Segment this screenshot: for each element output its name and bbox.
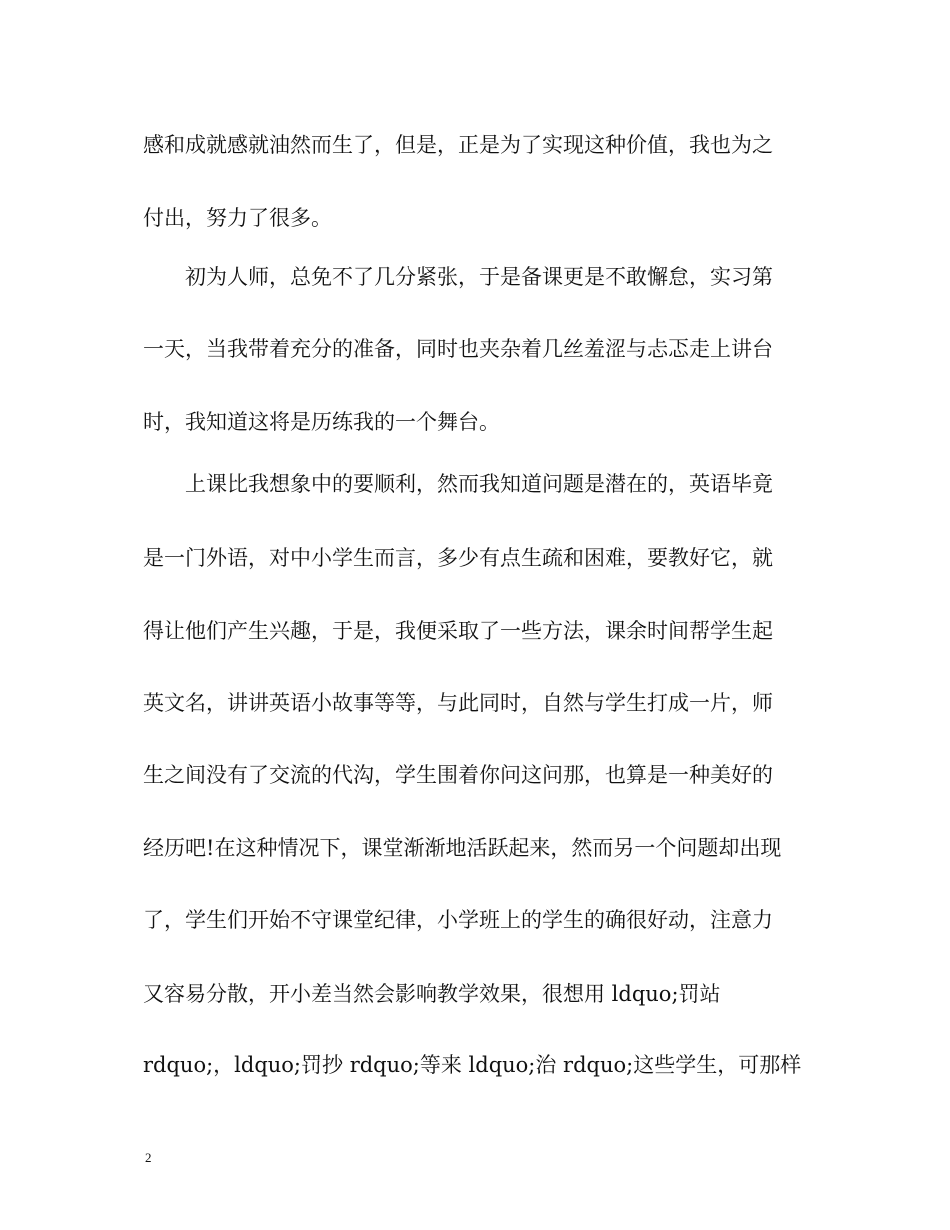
text-line: 英文名，讲讲英语小故事等等，与此同时，自然与学生打成一片，师 [143, 691, 773, 715]
text-line: 生之间没有了交流的代沟，学生围着你问这问那，也算是一种美好的 [143, 763, 773, 787]
text-line: 上课比我想象中的要顺利，然而我知道问题是潜在的，英语毕竟 [143, 472, 773, 496]
text-line: 一天，当我带着充分的准备，同时也夹杂着几丝羞涩与忐忑走上讲台 [143, 337, 773, 361]
text-line: 付出，努力了很多。 [143, 206, 332, 230]
text-line: 经历吧!在这种情况下，课堂渐渐地活跃起来，然而另一个问题却出现 [143, 836, 782, 860]
text-line: 时，我知道这将是历练我的一个舞台。 [143, 410, 500, 434]
text-line: 了，学生们开始不守课堂纪律，小学班上的学生的确很好动，注意力 [143, 908, 773, 932]
text-line: 是一门外语，对中小学生而言，多少有点生疏和困难，要教好它，就 [143, 546, 773, 570]
page-number: 2 [145, 1150, 152, 1165]
text-line: rdquo;，ldquo;罚抄 rdquo;等来 ldquo;治 rdquo;这些学生，可那样 [143, 1053, 802, 1077]
text-line: 初为人师，总免不了几分紧张，于是备课更是不敢懈怠，实习第 [143, 265, 773, 289]
text-line: 感和成就感就油然而生了，但是，正是为了实现这种价值，我也为之 [143, 133, 773, 157]
text-line: 得让他们产生兴趣，于是，我便采取了一些方法，课余时间帮学生起 [143, 619, 773, 643]
text-line: 又容易分散，开小差当然会影响教学效果，很想用 ldquo;罚站 [143, 982, 721, 1006]
